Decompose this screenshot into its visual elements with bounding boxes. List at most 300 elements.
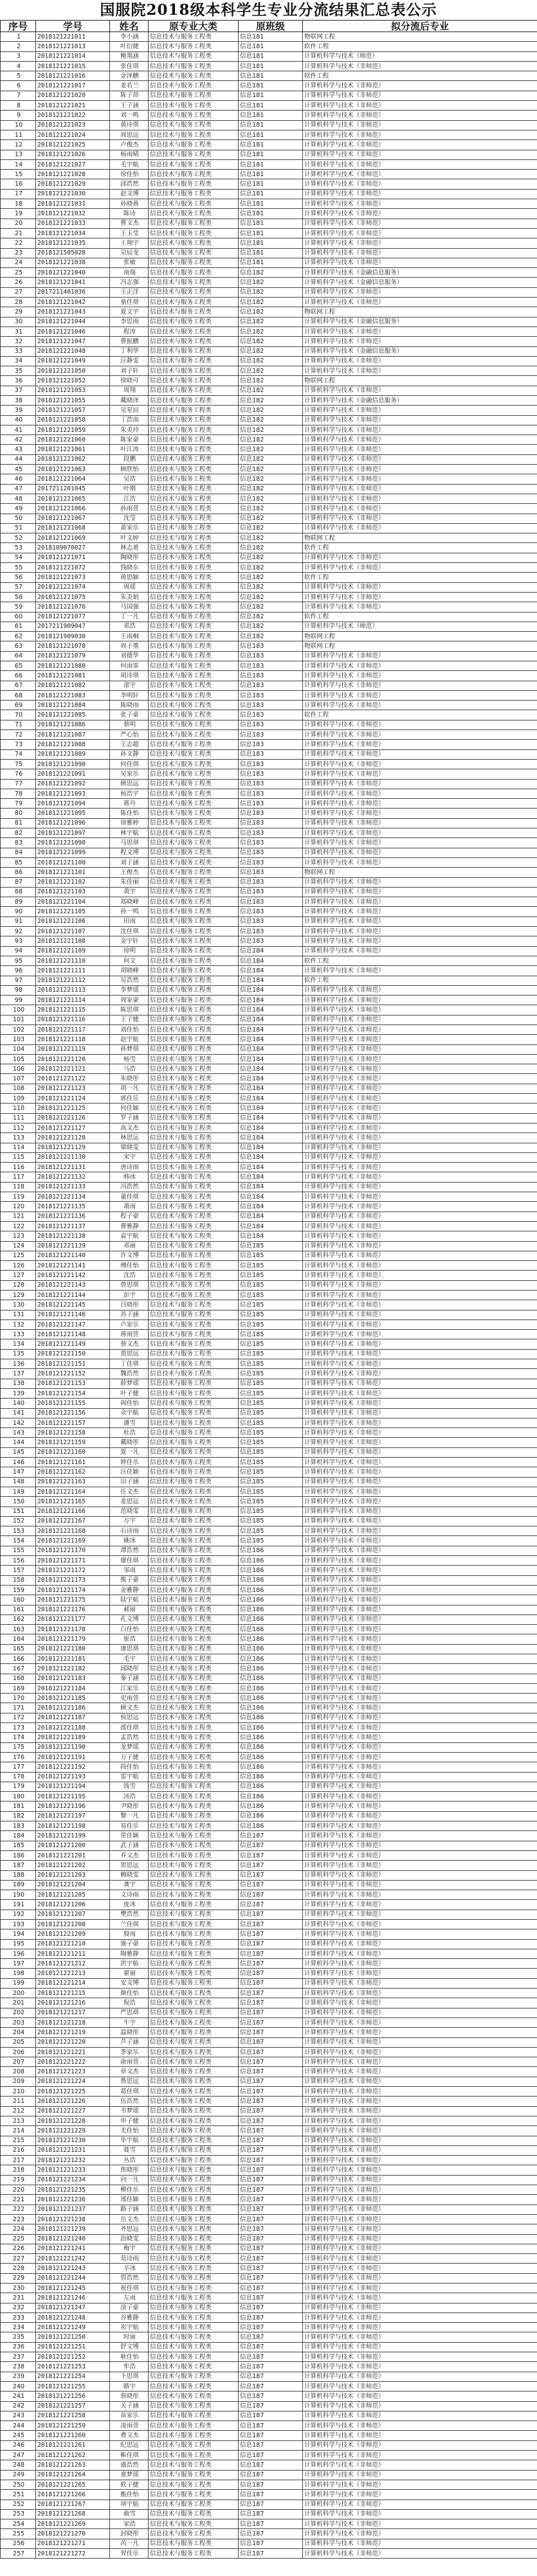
cell-name: 郝丽 [110,1605,149,1614]
cell-target-major: 计算机科学与技术（非师范） [303,582,537,592]
cell-index: 107 [1,1074,36,1084]
cell-index: 210 [1,2087,36,2097]
table-row [1,641,537,651]
cell-index: 246 [1,2440,36,2450]
cell-name: 王子健 [110,1015,149,1024]
cell-index: 235 [1,2332,36,2342]
cell-student-id: 2018121221025 [36,140,110,150]
cell-original-major: 信息技术与服务工程类 [149,2401,239,2411]
cell-student-id: 2018121221192 [36,1762,110,1772]
cell-original-class: 信息187 [239,1870,303,1880]
cell-name: 叶衍健 [110,42,149,51]
cell-student-id: 2018121221245 [36,2283,110,2293]
cell-target-major: 计算机科学与技术（非师范） [303,1920,537,1929]
table-row [1,1379,537,1388]
cell-original-class: 信息185 [239,1408,303,1418]
cell-student-id: 2018121221168 [36,1526,110,1536]
cell-name: 孙雨萱 [110,504,149,514]
table-row [1,1458,537,1467]
cell-original-class: 信息181 [239,199,303,209]
cell-original-major: 信息技术与服务工程类 [149,159,239,169]
cell-student-id: 2018121221133 [36,1182,110,1192]
cell-index: 6 [1,81,36,91]
cell-target-major: 计算机科学与技术（非师范） [303,2539,537,2548]
cell-index: 195 [1,1939,36,1949]
table-row [1,484,537,494]
cell-index: 119 [1,1192,36,1202]
cell-target-major: 计算机科学与技术（非师范） [303,1654,537,1663]
cell-index: 98 [1,985,36,995]
table-row [1,1497,537,1507]
cell-original-major: 信息技术与服务工程类 [149,2087,239,2097]
cell-index: 174 [1,1733,36,1742]
cell-target-major: 软件工程 [303,956,537,965]
cell-target-major: 软件工程 [303,573,537,582]
cell-name: 何雨霏 [110,661,149,671]
cell-original-class: 信息182 [239,317,303,326]
cell-original-major: 信息技术与服务工程类 [149,2460,239,2470]
cell-original-class: 信息187 [239,2214,303,2224]
cell-index: 219 [1,2175,36,2185]
cell-original-class: 信息182 [239,298,303,307]
cell-target-major: 计算机科学与技术（非师范） [303,1291,537,1300]
table-row [1,2037,537,2047]
cell-original-class: 信息187 [239,1861,303,1870]
table-row [1,1969,537,1978]
cell-original-class: 信息184 [239,985,303,995]
cell-target-major: 计算机科学与技术（非师范） [303,2028,537,2037]
cell-index: 71 [1,720,36,729]
cell-name: 邓丽 [110,1241,149,1251]
table-row [1,1310,537,1319]
cell-name: 牛宇 [110,2017,149,2027]
cell-target-major: 计算机科学与技术（非师范） [303,1575,537,1585]
cell-name: 白佳怡 [110,1625,149,1634]
cell-original-major: 信息技术与服务工程类 [149,140,239,150]
cell-original-class: 信息185 [239,1447,303,1457]
table-row [1,337,537,346]
cell-name: 康思琪 [110,1644,149,1654]
cell-index: 201 [1,1998,36,2008]
cell-target-major: 计算机科学与技术（非师范） [303,2312,537,2322]
cell-target-major: 计算机科学与技术（非师范） [303,111,537,120]
cell-student-id: 2018121221031 [36,199,110,209]
cell-student-id: 2018121221026 [36,150,110,159]
cell-index: 38 [1,395,36,405]
cell-original-major: 信息技术与服务工程类 [149,1772,239,1782]
cell-original-class: 信息186 [239,1585,303,1595]
cell-student-id: 2018121221134 [36,1192,110,1202]
cell-student-id: 2018121221118 [36,1035,110,1044]
cell-index: 63 [1,641,36,651]
cell-original-class: 信息186 [239,1614,303,1624]
cell-name: 樊浩然 [110,1910,149,1919]
cell-index: 96 [1,966,36,976]
cell-index: 240 [1,2381,36,2391]
cell-target-major: 计算机科学与技术（非师范） [303,1595,537,1605]
cell-name: 戴晓彤 [110,1438,149,1447]
cell-index: 29 [1,307,36,317]
cell-name: 马国强 [110,602,149,612]
cell-original-class: 信息182 [239,474,303,484]
cell-student-id: 2018121221188 [36,1723,110,1733]
cell-student-id: 2018121221083 [36,690,110,700]
cell-original-major: 信息技术与服务工程类 [149,2028,239,2037]
cell-student-id: 2018121221232 [36,2156,110,2165]
cell-original-class: 信息187 [239,2175,303,2185]
cell-target-major: 计算机科学与技术（非师范） [303,2421,537,2431]
cell-original-class: 信息183 [239,809,303,818]
cell-student-id: 2018121221044 [36,317,110,326]
table-row [1,1546,537,1555]
cell-original-class: 信息187 [239,2116,303,2125]
cell-original-class: 信息187 [239,2165,303,2175]
cell-student-id: 2018121221143 [36,1280,110,1290]
cell-original-class: 信息181 [239,150,303,159]
cell-original-class: 信息187 [239,2008,303,2017]
cell-target-major: 计算机科学与技术（非师范） [303,936,537,946]
cell-original-major: 信息技术与服务工程类 [149,1890,239,1900]
cell-original-major: 信息技术与服务工程类 [149,720,239,729]
cell-original-major: 信息技术与服务工程类 [149,111,239,120]
cell-name: 万子健 [110,1752,149,1762]
cell-original-class: 信息184 [239,1035,303,1044]
cell-original-class: 信息187 [239,2539,303,2548]
cell-student-id: 2018121221172 [36,1566,110,1575]
cell-original-major: 信息技术与服务工程类 [149,1802,239,1811]
table-row [1,573,537,582]
cell-index: 237 [1,2352,36,2362]
cell-original-major: 信息技术与服务工程类 [149,209,239,219]
cell-target-major: 计算机科学与技术（非师范） [303,2480,537,2489]
cell-original-class: 信息181 [239,248,303,258]
table-row [1,1212,537,1221]
cell-target-major: 计算机科学与技术（非师范） [303,199,537,209]
cell-original-major: 信息技术与服务工程类 [149,1605,239,1614]
cell-student-id: 2018121221138 [36,1231,110,1241]
cell-index: 214 [1,2126,36,2136]
cell-name: 管浩然 [110,2273,149,2283]
cell-target-major: 计算机科学与技术（非师范） [303,474,537,484]
table-row [1,1674,537,1683]
table-row [1,1861,537,1870]
cell-name: 徐明 [110,946,149,956]
cell-name: 尹晓彤 [110,1802,149,1811]
cell-name: 祁宇航 [110,2323,149,2332]
cell-original-class: 信息183 [239,887,303,897]
cell-target-major: 物联网工程 [303,868,537,877]
cell-student-id: 2018121221113 [36,985,110,995]
table-row [1,2411,537,2420]
table-row [1,1221,537,1231]
cell-index: 221 [1,2195,36,2205]
cell-original-class: 信息185 [239,1487,303,1496]
cell-index: 135 [1,1349,36,1359]
cell-student-id: 2018121221268 [36,2509,110,2519]
cell-name: 纪思远 [110,2440,149,2450]
cell-target-major: 计算机科学与技术（非师范） [303,681,537,690]
cell-name: 韩冰 [110,1172,149,1182]
cell-target-major: 计算机科学与技术（非师范） [303,779,537,789]
cell-target-major: 计算机科学与技术（非师范） [303,2047,537,2057]
cell-original-class: 信息187 [239,1978,303,1988]
table-row [1,346,537,356]
cell-target-major: 计算机科学与技术（金融信息服务） [303,268,537,278]
cell-target-major: 计算机科学与技术（非师范） [303,1969,537,1978]
cell-original-major: 信息技术与服务工程类 [149,1291,239,1300]
cell-original-major: 信息技术与服务工程类 [149,1998,239,2008]
cell-target-major: 计算机科学与技术（非师范） [303,799,537,809]
cell-student-id: 2018121221087 [36,730,110,740]
cell-student-id: 2018121221148 [36,1330,110,1339]
cell-index: 175 [1,1742,36,1752]
cell-original-class: 信息187 [239,2490,303,2500]
cell-student-id: 2018121221041 [36,278,110,287]
cell-original-major: 信息技术与服务工程类 [149,2106,239,2116]
cell-index: 66 [1,671,36,681]
cell-student-id: 2018121221183 [36,1674,110,1683]
cell-original-major: 信息技术与服务工程类 [149,1074,239,1084]
cell-student-id: 2018121221077 [36,612,110,622]
cell-original-major: 信息技术与服务工程类 [149,996,239,1005]
cell-student-id: 2018121221088 [36,740,110,749]
cell-original-major: 信息技术与服务工程类 [149,2116,239,2125]
cell-name: 林志勇 [110,543,149,553]
cell-original-major: 信息技术与服务工程类 [149,2362,239,2372]
cell-target-major: 计算机科学与技术（非师范） [303,150,537,159]
cell-name: 岳文杰 [110,2214,149,2224]
cell-target-major: 计算机科学与技术（非师范） [303,2293,537,2303]
table-row [1,2549,537,2559]
cell-index: 82 [1,828,36,838]
cell-original-class: 信息182 [239,445,303,454]
cell-target-major: 计算机科学与技术（非师范） [303,1035,537,1044]
cell-student-id: 2018121221096 [36,818,110,828]
cell-index: 250 [1,2480,36,2489]
cell-student-id: 2018121221170 [36,1546,110,1555]
cell-index: 86 [1,868,36,877]
cell-original-class: 信息184 [239,966,303,976]
cell-target-major: 计算机科学与技术（非师范） [303,2519,537,2529]
cell-index: 199 [1,1978,36,1988]
cell-name: 祝佳琪 [110,2283,149,2293]
cell-original-major: 信息技术与服务工程类 [149,1104,239,1113]
cell-name: 丛浩 [110,2156,149,2165]
cell-original-major: 信息技术与服务工程类 [149,179,239,189]
cell-original-major: 信息技术与服务工程类 [149,189,239,199]
cell-original-class: 信息186 [239,1683,303,1693]
cell-original-major: 信息技术与服务工程类 [149,1821,239,1831]
cell-original-class: 信息182 [239,415,303,425]
cell-name: 倪浩 [110,1998,149,2008]
table-row [1,1447,537,1457]
cell-target-major: 计算机科学与技术（非师范） [303,789,537,798]
cell-student-id: 2018121221151 [36,1359,110,1369]
cell-target-major: 计算机科学与技术（非师范） [303,1271,537,1280]
cell-target-major: 计算机科学与技术（非师范） [303,1634,537,1644]
cell-student-id: 2018121221239 [36,2224,110,2234]
table-row [1,326,537,336]
cell-student-id: 2018121221266 [36,2490,110,2500]
cell-target-major: 计算机科学与技术（非师范） [303,1339,537,1349]
table-row [1,2008,537,2017]
cell-student-id: 2018121221082 [36,681,110,690]
cell-name: 陆宇航 [110,1595,149,1605]
table-row [1,42,537,51]
cell-target-major: 计算机科学与技术（非师范） [303,1163,537,1172]
table-row [1,2234,537,2244]
cell-name: 向一凡 [110,2175,149,2185]
cell-original-major: 信息技术与服务工程类 [149,2097,239,2106]
table-row [1,2470,537,2480]
cell-name: 江浩 [110,494,149,503]
cell-target-major: 计算机科学与技术（非师范） [303,1418,537,1427]
cell-name: 吴星辰 [110,406,149,415]
cell-original-class: 信息186 [239,1605,303,1614]
cell-original-major: 信息技术与服务工程类 [149,326,239,336]
cell-original-major: 信息技术与服务工程类 [149,818,239,828]
cell-original-major: 信息技术与服务工程类 [149,2224,239,2234]
cell-target-major: 计算机科学与技术（非师范） [303,1388,537,1398]
cell-original-class: 信息183 [239,799,303,809]
cell-original-major: 信息技术与服务工程类 [149,1959,239,1969]
cell-original-class: 信息183 [239,789,303,798]
cell-index: 22 [1,238,36,248]
cell-index: 28 [1,298,36,307]
cell-original-major: 信息技术与服务工程类 [149,199,239,209]
cell-original-class: 信息184 [239,1133,303,1143]
cell-original-class: 信息187 [239,2500,303,2509]
cell-student-id: 2018121221075 [36,592,110,602]
cell-student-id: 2018121221182 [36,1664,110,1674]
cell-name: 金宇轩 [110,936,149,946]
cell-index: 65 [1,661,36,671]
cell-student-id: 2018121221264 [36,2470,110,2480]
cell-target-major: 计算机科学与技术（非师范） [303,2264,537,2273]
cell-name: 姚冰 [110,1536,149,1546]
cell-name: 邱晓彤 [110,1664,149,1674]
cell-index: 154 [1,1536,36,1546]
cell-student-id: 2018121221229 [36,2126,110,2136]
cell-name: 沿晓雯 [110,2234,149,2244]
cell-target-major: 计算机科学与技术（非师范） [303,1703,537,1713]
table-row [1,2047,537,2057]
cell-name: 耿佳怡 [110,2352,149,2362]
cell-name: 黄家乐 [110,523,149,533]
cell-index: 196 [1,1949,36,1958]
cell-original-class: 信息184 [239,1054,303,1064]
cell-target-major: 计算机科学与技术（非师范） [303,2254,537,2264]
table-row [1,1123,537,1132]
table-row [1,1792,537,1802]
table-row [1,877,537,887]
cell-original-major: 信息技术与服务工程类 [149,32,239,42]
cell-target-major: 计算机科学与技术（非师范） [303,1212,537,1221]
table-row [1,2381,537,2391]
cell-student-id: 2018121221072 [36,563,110,573]
cell-original-class: 信息182 [239,494,303,503]
cell-target-major: 计算机科学与技术（非师范） [303,159,537,169]
cell-target-major: 计算机科学与技术（非师范） [303,2362,537,2372]
cell-target-major: 计算机科学与技术（非师范） [303,101,537,111]
table-row [1,120,537,130]
cell-original-major: 信息技术与服务工程类 [149,1044,239,1054]
table-row [1,287,537,297]
cell-original-class: 信息185 [239,1369,303,1379]
cell-original-major: 信息技术与服务工程类 [149,789,239,798]
cell-student-id: 2018121221259 [36,2421,110,2431]
table-row [1,966,537,976]
column-header-original-class: 原班级 [239,21,303,32]
cell-student-id: 2018121221263 [36,2460,110,2470]
cell-original-major: 信息技术与服务工程类 [149,2205,239,2214]
cell-index: 20 [1,219,36,228]
cell-target-major: 计算机科学与技术（非师范） [303,730,537,740]
table-row [1,395,537,405]
cell-target-major: 计算机科学与技术（非师范） [303,494,537,503]
cell-index: 255 [1,2529,36,2539]
cell-original-major: 信息技术与服务工程类 [149,779,239,789]
cell-index: 95 [1,956,36,965]
cell-index: 123 [1,1231,36,1241]
table-row [1,268,537,278]
cell-name: 苏子涵 [110,1310,149,1319]
cell-index: 202 [1,2008,36,2017]
cell-index: 151 [1,1507,36,1516]
cell-index: 31 [1,326,36,336]
cell-target-major: 计算机科学与技术（非师范） [303,671,537,681]
cell-name: 袁宇航 [110,1231,149,1241]
cell-name: 何佳琪 [110,759,149,769]
cell-original-class: 信息187 [239,2293,303,2303]
cell-index: 233 [1,2312,36,2322]
cell-original-class: 信息182 [239,356,303,366]
cell-original-major: 信息技术与服务工程类 [149,592,239,602]
table-row [1,927,537,936]
cell-original-class: 信息187 [239,1998,303,2008]
cell-student-id: 2018121221071 [36,553,110,562]
cell-target-major: 计算机科学与技术（非师范） [303,120,537,130]
cell-name: 钱雪 [110,1782,149,1791]
cell-student-id: 2018121221068 [36,523,110,533]
cell-name: 曹雅静 [110,1221,149,1231]
cell-index: 53 [1,543,36,553]
cell-target-major: 计算机科学与技术（非师范） [303,1497,537,1507]
cell-target-major: 计算机科学与技术（非师范） [303,927,537,936]
cell-original-class: 信息184 [239,1044,303,1054]
cell-student-id: 2018121221059 [36,425,110,434]
cell-original-major: 信息技术与服务工程类 [149,1536,239,1546]
cell-index: 156 [1,1556,36,1566]
table-row [1,592,537,602]
cell-student-id: 2018121221169 [36,1536,110,1546]
cell-index: 208 [1,2067,36,2077]
table-row [1,238,537,248]
cell-target-major: 软件工程 [303,710,537,720]
cell-index: 104 [1,1044,36,1054]
cell-target-major: 计算机科学与技术（非师范） [303,386,537,395]
cell-original-major: 信息技术与服务工程类 [149,1949,239,1958]
cell-original-class: 信息185 [239,1458,303,1467]
table-row [1,140,537,150]
cell-original-major: 信息技术与服务工程类 [149,927,239,936]
cell-student-id: 2018121221116 [36,1015,110,1024]
cell-index: 157 [1,1566,36,1575]
cell-original-major: 信息技术与服务工程类 [149,1723,239,1733]
cell-student-id: 2018121221202 [36,1861,110,1870]
cell-original-class: 信息182 [239,514,303,523]
table-row [1,406,537,415]
